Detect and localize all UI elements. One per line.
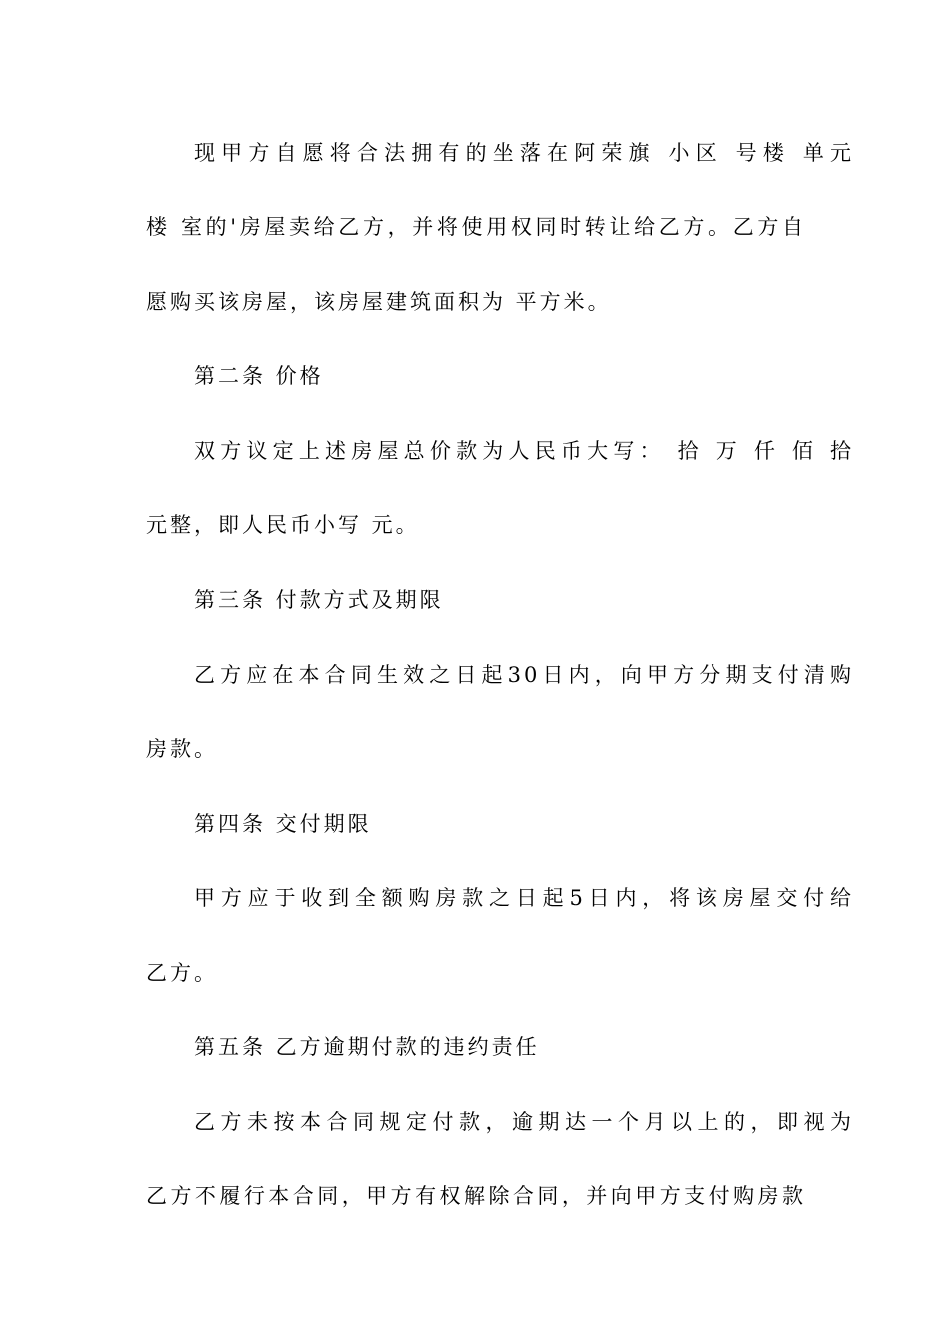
section-heading: 第三条 付款方式及期限 — [194, 588, 444, 612]
section-heading: 第五条 乙方逾期付款的违约责任 — [194, 1035, 540, 1059]
paragraph-line: 乙方不履行本合同，甲方有权解除合同，并向甲方支付购房款 — [146, 1184, 806, 1208]
paragraph-line: 楼 室的'房屋卖给乙方，并将使用权同时转让给乙方。乙方自 — [146, 215, 806, 239]
paragraph-line: 现甲方自愿将合法拥有的坐落在阿荣旗 小区 号楼 单元 — [194, 141, 854, 165]
paragraph-line: 乙方未按本合同规定付款，逾期达一个月以上的，即视为 — [194, 1110, 854, 1134]
paragraph-line: 甲方应于收到全额购房款之日起5日内，将该房屋交付给 — [194, 886, 854, 910]
paragraph-line: 元整，即人民币小写 元。 — [146, 513, 420, 537]
paragraph-line: 双方议定上述房屋总价款为人民币大写： 拾 万 仟 佰 拾 — [194, 439, 854, 463]
paragraph-line: 愿购买该房屋，该房屋建筑面积为 平方米。 — [146, 290, 612, 314]
section-heading: 第二条 价格 — [194, 364, 324, 388]
section-heading: 第四条 交付期限 — [194, 812, 372, 836]
paragraph-line: 房款。 — [146, 737, 218, 761]
paragraph-line: 乙方应在本合同生效之日起30日内，向甲方分期支付清购 — [194, 663, 854, 687]
paragraph-line: 乙方。 — [146, 961, 218, 985]
